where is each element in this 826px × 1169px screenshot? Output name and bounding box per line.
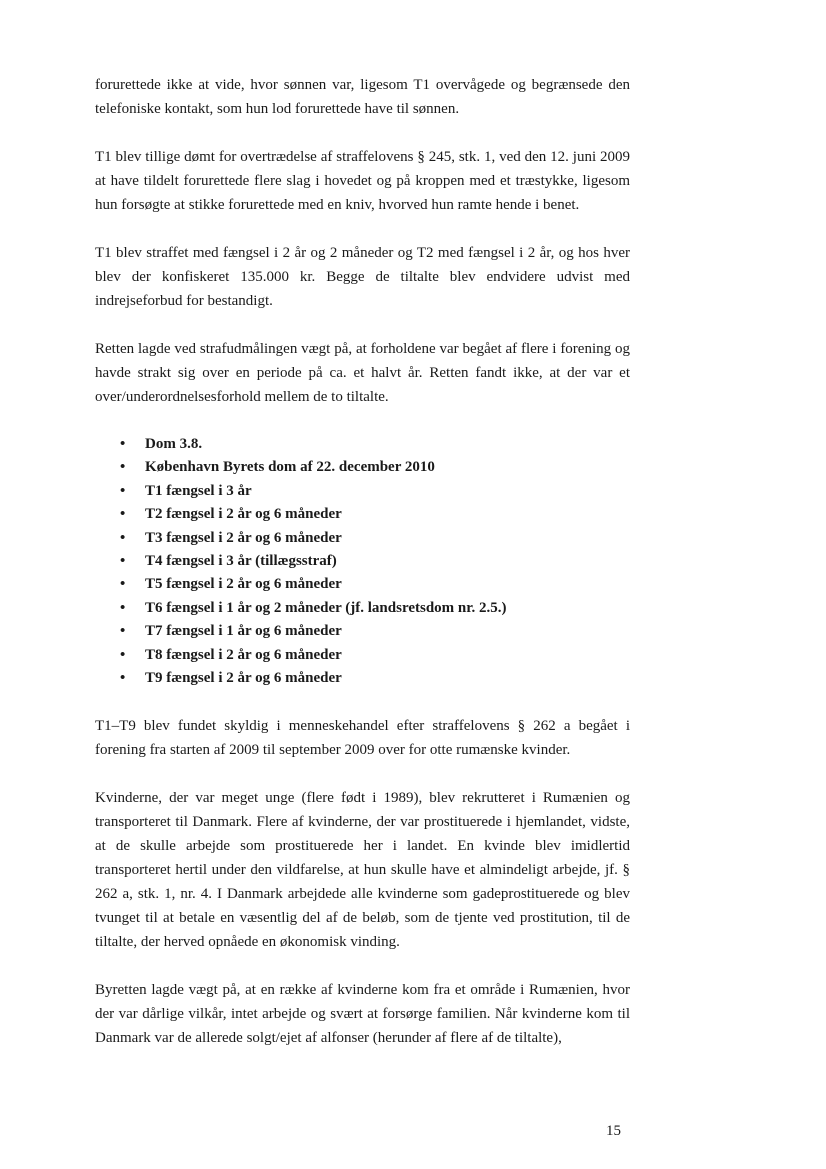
paragraph: T1–T9 blev fundet skyldig i menneskehandel efter straffelovens § 262 a begået i forening fra starten af 2009 til september 2009 over for otte rumænske kvinder. — [95, 718, 630, 759]
paragraph: Kvinderne, der var meget unge (flere født i 1989), blev rekrutteret i Rumænien og transporteret til Danmark. Flere af kvinderne, der var prostituerede i hjemlandet, vidste, at de skulle arbejde som prostituerede her i landet. En kvinde blev imidlertid transporteret hertil under den vildfarelse, at hun skulle have et almindeligt arbejde, jf. § 262 a, stk. 1, nr. 4. I Danmark arbejdede alle kvinderne som gadeprostituerede og blev tvunget til at betale en væsentlig del af de beløb, som de tjente ved prostitution, til de tiltalte, der herved opnåede en økonomisk vinding. — [95, 790, 630, 951]
page-number: 15 — [606, 1123, 621, 1139]
list-item: • Dom 3.8. — [95, 433, 630, 456]
list-item: • T7 fængsel i 1 år og 6 måneder — [95, 620, 630, 643]
list-item: • T4 fængsel i 3 år (tillægsstraf) — [95, 550, 630, 573]
paragraph: forurettede ikke at vide, hvor sønnen var, ligesom T1 overvågede og begrænsede den telefoniske kontakt, som hun lod forurettede have til sønnen. — [95, 77, 630, 117]
list-item: • T6 fængsel i 1 år og 2 måneder (jf. landsretsdom nr. 2.5.) — [95, 597, 630, 620]
paragraph: T1 blev tillige dømt for overtrædelse af straffelovens § 245, stk. 1, ved den 12. juni 2009 at have tildelt forurettede flere slag i hovedet og på kroppen med et træstykke, ligesom hun forsøgte at stikke forurettede med en kniv, hvorved hun ramte hende i benet. — [95, 149, 630, 213]
list-item: • København Byrets dom af 22. december 2010 — [95, 456, 630, 479]
list-item: • T8 fængsel i 2 år og 6 måneder — [95, 644, 630, 667]
list-item: • T3 fængsel i 2 år og 6 måneder — [95, 527, 630, 550]
paragraph: Byretten lagde vægt på, at en række af kvinderne kom fra et område i Rumænien, hvor der var dårlige vilkår, intet arbejde og svært at forsørge familien. Når kvinderne kom til Danmark var de allerede solgt/ejet af alfonser (herunder af flere af de tiltalte), — [95, 982, 630, 1047]
document-body — [95, 73, 630, 1074]
paragraph: T1 blev straffet med fængsel i 2 år og 2 måneder og T2 med fængsel i 2 år, og hos hver blev der konfiskeret 135.000 kr. Begge de tiltalte blev endvidere udvist med indrejseforbud for bestandigt. — [95, 245, 630, 309]
list-item: • T9 fængsel i 2 år og 6 måneder — [95, 667, 630, 690]
list-item: • T2 fængsel i 2 år og 6 måneder — [95, 503, 630, 526]
list-item: • T1 fængsel i 3 år — [95, 480, 630, 503]
verdict-list — [95, 433, 630, 690]
paragraph: Retten lagde ved strafudmålingen vægt på, at forholdene var begået af flere i forening og havde strakt sig over en periode på ca. et halvt år. Retten fandt ikke, at der var et over/underordnelsesforhold mellem de to tiltalte. — [95, 341, 630, 405]
list-item: • T5 fængsel i 2 år og 6 måneder — [95, 573, 630, 596]
